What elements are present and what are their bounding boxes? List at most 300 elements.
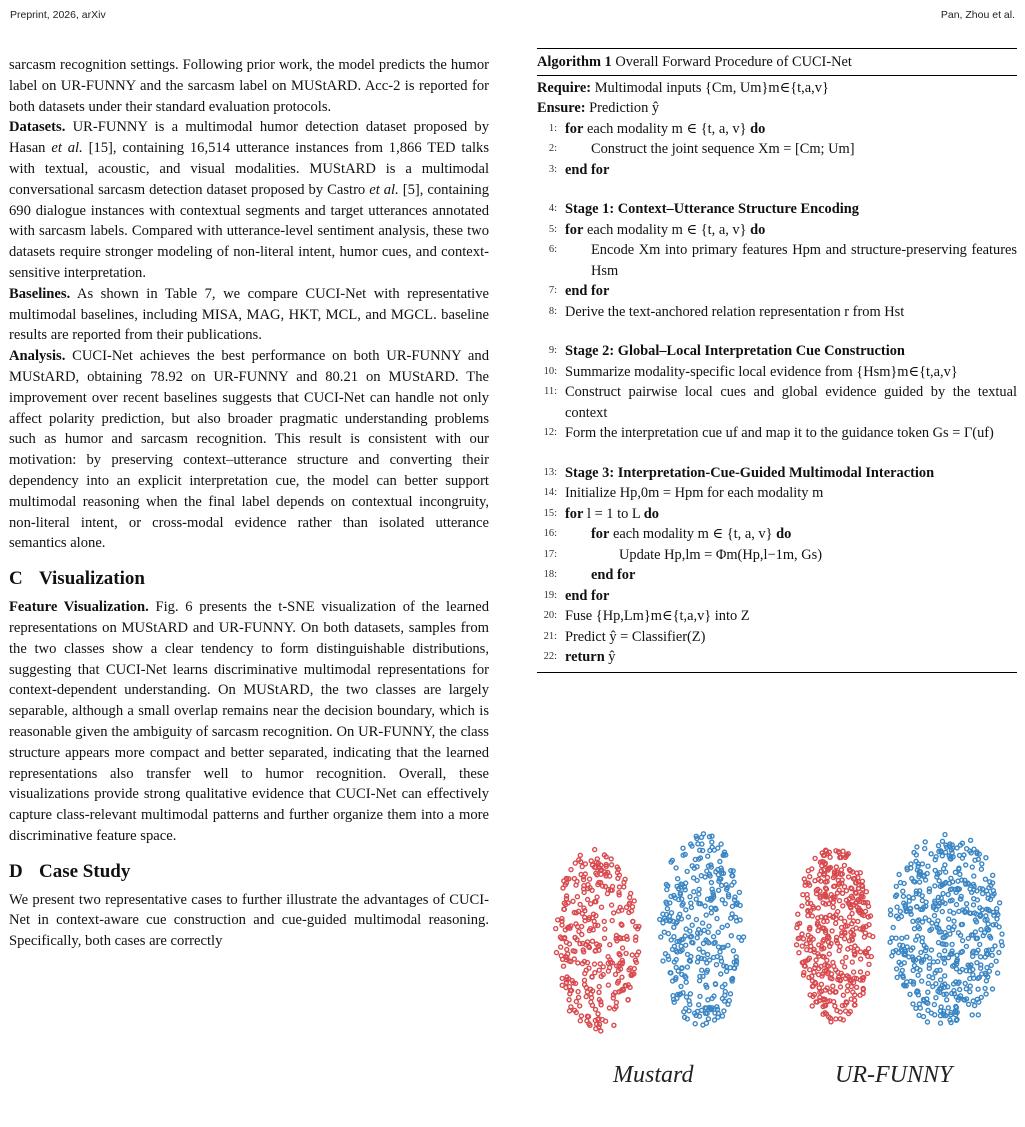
scatter-point xyxy=(907,895,911,899)
scatter-point xyxy=(976,987,980,991)
scatter-point xyxy=(962,853,966,857)
scatter-point xyxy=(577,995,581,999)
scatter-point xyxy=(859,970,863,974)
scatter-point xyxy=(824,916,828,920)
scatter-point xyxy=(797,951,801,955)
scatter-point xyxy=(853,998,857,1002)
scatter-point xyxy=(936,960,940,964)
scatter-point xyxy=(991,923,995,927)
datasets-text-3: [5], containing 690 dialogue instances with contextual segments and target utterances annotated with sarcasm labels. Compared with utterance-level sentiment analysis, these two datasets require stronger modeling of non-literal intent, humor cues, and context-sensitive interpretation. xyxy=(9,181,489,281)
line-number: 2: xyxy=(548,143,557,154)
scatter-point xyxy=(560,983,564,987)
scatter-point xyxy=(984,914,988,918)
scatter-point xyxy=(719,972,723,976)
keyword: do xyxy=(643,505,659,522)
scatter-point xyxy=(707,924,711,928)
algo-line-12 xyxy=(537,423,1017,444)
scatter-point xyxy=(844,977,848,981)
ensure-line xyxy=(537,98,1017,119)
scatter-point xyxy=(843,919,847,923)
algo-line-19 xyxy=(537,586,1017,607)
scatter-point xyxy=(608,966,612,970)
scatter-point xyxy=(827,940,831,944)
scatter-point xyxy=(625,937,629,941)
scatter-point xyxy=(895,975,899,979)
scatter-point xyxy=(943,974,947,978)
scatter-point xyxy=(911,968,915,972)
scatter-point xyxy=(730,912,734,916)
line-text: each modality m ∈ {t, a, v} xyxy=(609,526,777,542)
scatter-point xyxy=(624,951,628,955)
scatter-point xyxy=(973,930,977,934)
scatter-point xyxy=(846,984,850,988)
line-text: Derive the text-anchored relation representation r from Hst xyxy=(565,303,905,320)
scatter-point xyxy=(899,881,903,885)
scatter-point xyxy=(683,888,687,892)
scatter-point xyxy=(834,990,838,994)
scatter-point xyxy=(853,993,857,997)
scatter-point xyxy=(592,912,596,916)
scatter-point xyxy=(590,996,594,1000)
scatter-point xyxy=(985,966,989,970)
scatter-point xyxy=(729,992,733,996)
scatter-point xyxy=(978,942,982,946)
scatter-point xyxy=(917,1013,921,1017)
scatter-point xyxy=(952,919,956,923)
scatter-point xyxy=(841,993,845,997)
scatter-point xyxy=(722,1009,726,1013)
line-text: l = 1 to L xyxy=(583,505,644,522)
line-number: 22: xyxy=(543,651,557,662)
scatter-point xyxy=(810,914,814,918)
scatter-point xyxy=(723,902,727,906)
line-text: each modality m ∈ {t, a, v} xyxy=(583,221,751,238)
scatter-point xyxy=(622,885,626,889)
mustard-class-a-points xyxy=(554,848,641,1033)
line-number: 12: xyxy=(543,427,557,438)
scatter-point xyxy=(669,938,673,942)
scatter-point xyxy=(612,1023,616,1027)
section-d-heading xyxy=(9,860,489,884)
scatter-point xyxy=(603,927,607,931)
scatter-point xyxy=(968,911,972,915)
scatter-point xyxy=(854,926,858,930)
scatter-point xyxy=(712,848,716,852)
scatter-point xyxy=(685,869,689,873)
scatter-point xyxy=(925,872,929,876)
algo-line-10 xyxy=(537,362,1017,383)
scatter-point xyxy=(584,986,588,990)
scatter-point xyxy=(922,1015,926,1019)
scatter-point xyxy=(808,875,812,879)
ur-funny-label: UR-FUNNY xyxy=(835,1062,953,1088)
scatter-point xyxy=(868,933,872,937)
scatter-point xyxy=(861,987,865,991)
scatter-point xyxy=(684,881,688,885)
scatter-point xyxy=(894,948,898,952)
scatter-point xyxy=(897,873,901,877)
keyword: end for xyxy=(565,161,610,178)
scatter-point xyxy=(603,936,607,940)
scatter-point xyxy=(801,893,805,897)
scatter-point xyxy=(737,890,741,894)
algorithm-title xyxy=(537,49,1017,76)
scatter-point xyxy=(723,990,727,994)
scatter-point xyxy=(800,932,804,936)
scatter-point xyxy=(979,966,983,970)
scatter-point xyxy=(932,1003,936,1007)
scatter-point xyxy=(819,915,823,919)
scatter-point xyxy=(584,995,588,999)
scatter-point xyxy=(835,935,839,939)
scatter-point xyxy=(697,928,701,932)
et-al-2: et al. xyxy=(369,181,399,198)
scatter-point xyxy=(947,926,951,930)
scatter-point xyxy=(853,891,857,895)
scatter-point xyxy=(994,959,998,963)
scatter-point xyxy=(969,838,973,842)
scatter-point xyxy=(609,857,613,861)
urfunny-class-a-points xyxy=(795,848,875,1024)
scatter-point xyxy=(629,891,633,895)
scatter-point xyxy=(597,990,601,994)
scatter-point xyxy=(849,886,853,890)
line-text: Predict ŷ = Classifier(Z) xyxy=(565,628,706,645)
scatter-point xyxy=(669,971,673,975)
scatter-point xyxy=(706,953,710,957)
scatter-point xyxy=(927,887,931,891)
algo-line-8 xyxy=(537,302,1017,323)
scatter-point xyxy=(720,925,724,929)
scatter-point xyxy=(576,961,580,965)
scatter-point xyxy=(738,918,742,922)
scatter-point xyxy=(694,918,698,922)
scatter-point xyxy=(695,878,699,882)
scatter-point xyxy=(850,912,854,916)
scatter-point xyxy=(834,865,838,869)
scatter-point xyxy=(555,951,559,955)
scatter-point xyxy=(733,966,737,970)
left-column xyxy=(9,55,489,952)
scatter-point xyxy=(856,919,860,923)
scatter-point xyxy=(591,939,595,943)
algorithm-body xyxy=(537,76,1017,672)
scatter-point xyxy=(842,863,846,867)
scatter-point xyxy=(952,989,956,993)
scatter-point xyxy=(985,889,989,893)
scatter-point xyxy=(628,896,632,900)
scatter-point xyxy=(716,930,720,934)
scatter-point xyxy=(806,914,810,918)
scatter-point xyxy=(996,971,1000,975)
line-text: Fuse {Hp,Lm}m∈{t,a,v} into Z xyxy=(565,608,750,624)
baselines-text: As shown in Table 7, we compare CUCI-Net with representative multimodal baselines, including MISA, MAG, HKT, MCL, and MGCL. baseline results are reported from their publications. xyxy=(9,285,489,344)
scatter-point xyxy=(822,920,826,924)
scatter-point xyxy=(937,879,941,883)
scatter-point xyxy=(586,961,590,965)
scatter-point xyxy=(836,910,840,914)
scatter-point xyxy=(947,917,951,921)
scatter-point xyxy=(569,868,573,872)
line-text: Form the interpretation cue uf and map it to the guidance token Gs = Γ(uf) xyxy=(565,425,994,441)
scatter-point xyxy=(972,897,976,901)
scatter-point xyxy=(733,898,737,902)
baselines-paragraph xyxy=(9,284,489,346)
scatter-point xyxy=(805,942,809,946)
scatter-point xyxy=(692,890,696,894)
scatter-point xyxy=(918,968,922,972)
scatter-point xyxy=(936,895,940,899)
scatter-point xyxy=(568,992,572,996)
scatter-point xyxy=(838,945,842,949)
scatter-point xyxy=(976,1013,980,1017)
scatter-point xyxy=(864,890,868,894)
scatter-point xyxy=(972,903,976,907)
scatter-point xyxy=(991,873,995,877)
scatter-point xyxy=(974,937,978,941)
scatter-point xyxy=(688,895,692,899)
scatter-point xyxy=(983,955,987,959)
scatter-point xyxy=(804,880,808,884)
scatter-point xyxy=(935,922,939,926)
scatter-point xyxy=(593,971,597,975)
scatter-point xyxy=(562,907,566,911)
line-text: Construct pairwise local cues and global evidence guided by the textual context xyxy=(565,384,1017,421)
section-c-heading xyxy=(9,567,489,591)
scatter-point xyxy=(843,885,847,889)
scatter-point xyxy=(997,951,1001,955)
scatter-point xyxy=(909,907,913,911)
scatter-point xyxy=(634,938,638,942)
scatter-point xyxy=(627,911,631,915)
scatter-point xyxy=(920,862,924,866)
scatter-point xyxy=(724,883,728,887)
scatter-point xyxy=(960,922,964,926)
scatter-point xyxy=(916,973,920,977)
scatter-point xyxy=(630,953,634,957)
scatter-point xyxy=(909,862,913,866)
urfunny-class-b-points xyxy=(888,833,1004,1026)
algorithm-label: Algorithm 1 xyxy=(537,54,612,70)
scatter-point xyxy=(946,956,950,960)
scatter-point xyxy=(806,869,810,873)
algo-line-13 xyxy=(537,463,1017,484)
scatter-point xyxy=(844,898,848,902)
algo-line-21 xyxy=(537,627,1017,648)
scatter-point xyxy=(593,848,597,852)
scatter-point xyxy=(603,885,607,889)
scatter-point xyxy=(964,944,968,948)
line-number: 11: xyxy=(543,386,557,397)
scatter-point xyxy=(995,917,999,921)
scatter-point xyxy=(583,862,587,866)
scatter-point xyxy=(839,916,843,920)
scatter-point xyxy=(578,1004,582,1008)
right-column xyxy=(537,48,1017,673)
scatter-point xyxy=(661,959,665,963)
scatter-point xyxy=(715,963,719,967)
scatter-point xyxy=(599,1029,603,1033)
scatter-point xyxy=(927,918,931,922)
scatter-point xyxy=(978,906,982,910)
scatter-point xyxy=(614,1001,618,1005)
scatter-point xyxy=(731,874,735,878)
scatter-point xyxy=(572,877,576,881)
scatter-point xyxy=(706,854,710,858)
ensure-keyword: Ensure: xyxy=(537,100,586,116)
scatter-point xyxy=(853,944,857,948)
scatter-point xyxy=(839,971,843,975)
scatter-point xyxy=(924,878,928,882)
tsne-figure xyxy=(537,830,1017,1100)
scatter-point xyxy=(929,948,933,952)
scatter-point xyxy=(620,975,624,979)
scatter-point xyxy=(596,924,600,928)
scatter-point xyxy=(579,1014,583,1018)
scatter-point xyxy=(671,979,675,983)
scatter-point xyxy=(911,896,915,900)
scatter-point xyxy=(814,958,818,962)
scatter-point xyxy=(925,997,929,1001)
scatter-point xyxy=(717,888,721,892)
scatter-point xyxy=(568,1009,572,1013)
scatter-point xyxy=(937,844,941,848)
line-number: 14: xyxy=(543,487,557,498)
scatter-point xyxy=(968,984,972,988)
scatter-point xyxy=(859,957,863,961)
scatter-point xyxy=(841,891,845,895)
scatter-point xyxy=(946,893,950,897)
line-number: 4: xyxy=(548,203,557,214)
scatter-point xyxy=(703,904,707,908)
scatter-point xyxy=(818,995,822,999)
scatter-point xyxy=(566,952,570,956)
scatter-point xyxy=(993,944,997,948)
analysis-heading: Analysis. xyxy=(9,348,66,365)
scatter-point xyxy=(589,902,593,906)
scatter-point xyxy=(911,919,915,923)
scatter-point xyxy=(939,1021,943,1025)
scatter-point xyxy=(934,908,938,912)
scatter-point xyxy=(831,961,835,965)
scatter-point xyxy=(937,953,941,957)
scatter-point xyxy=(588,877,592,881)
scatter-point xyxy=(917,1002,921,1006)
scatter-point xyxy=(960,967,964,971)
scatter-point xyxy=(729,916,733,920)
scatter-point xyxy=(967,1002,971,1006)
scatter-point xyxy=(574,1000,578,1004)
scatter-point xyxy=(905,945,909,949)
scatter-point xyxy=(948,881,952,885)
scatter-point xyxy=(999,940,1003,944)
scatter-point xyxy=(901,894,905,898)
scatter-point xyxy=(845,1001,849,1005)
scatter-point xyxy=(742,935,746,939)
scatter-point xyxy=(991,889,995,893)
scatter-point xyxy=(949,1021,953,1025)
scatter-point xyxy=(631,919,635,923)
scatter-point xyxy=(1000,932,1004,936)
scatter-point xyxy=(850,960,854,964)
algo-line-11 xyxy=(537,382,1017,423)
scatter-point xyxy=(827,952,831,956)
line-text: Summarize modality-specific local evidence from {Hsm}m∈{t,a,v} xyxy=(565,363,958,380)
scatter-point xyxy=(698,979,702,983)
scatter-point xyxy=(560,976,564,980)
scatter-point xyxy=(720,959,724,963)
line-number: 20: xyxy=(543,610,557,621)
scatter-point xyxy=(737,935,741,939)
scatter-point xyxy=(818,873,822,877)
scatter-point xyxy=(918,1006,922,1010)
scatter-point xyxy=(920,894,924,898)
keyword: do xyxy=(776,526,792,542)
scatter-point xyxy=(983,877,987,881)
scatter-point xyxy=(891,926,895,930)
scatter-point xyxy=(710,887,714,891)
scatter-point xyxy=(980,862,984,866)
scatter-point xyxy=(696,955,700,959)
intro-paragraph: sarcasm recognition settings. Following prior work, the model predicts the humor label on UR-FUNNY and the sarcasm label on MUStARD. Acc-2 is reported for both datasets under their standard evaluation protocols. xyxy=(9,57,489,115)
scatter-point xyxy=(593,962,597,966)
scatter-point xyxy=(975,961,979,965)
scatter-point xyxy=(986,896,990,900)
scatter-point xyxy=(839,868,843,872)
scatter-point xyxy=(924,949,928,953)
scatter-point xyxy=(864,909,868,913)
scatter-point xyxy=(898,943,902,947)
line-number: 10: xyxy=(543,365,557,377)
scatter-point xyxy=(687,959,691,963)
scatter-point xyxy=(921,920,925,924)
line-number: 8: xyxy=(548,305,557,317)
scatter-point xyxy=(715,917,719,921)
scatter-point xyxy=(828,990,832,994)
scatter-point xyxy=(895,914,899,918)
scatter-point xyxy=(560,923,564,927)
scatter-point xyxy=(968,887,972,891)
scatter-point xyxy=(943,901,947,905)
line-number: 7: xyxy=(548,285,557,296)
scatter-point xyxy=(934,982,938,986)
scatter-point xyxy=(837,949,841,953)
scatter-point xyxy=(860,879,864,883)
keyword: for xyxy=(565,221,584,238)
scatter-point xyxy=(945,998,949,1002)
scatter-point xyxy=(679,917,683,921)
datasets-text-1: UR-FUNNY is a multimodal humor detection dataset proposed by Hasan xyxy=(9,119,489,157)
scatter-point xyxy=(621,946,625,950)
datasets-heading: Datasets. xyxy=(9,119,66,136)
algo-line-22 xyxy=(537,647,1017,668)
scatter-point xyxy=(718,950,722,954)
scatter-point xyxy=(926,1020,930,1024)
scatter-point xyxy=(958,843,962,847)
scatter-point xyxy=(973,1004,977,1008)
section-d-number: D xyxy=(9,860,23,882)
scatter-point xyxy=(867,962,871,966)
scatter-point xyxy=(606,983,610,987)
scatter-point xyxy=(608,943,612,947)
scatter-point xyxy=(582,878,586,882)
scatter-point xyxy=(944,870,948,874)
scatter-point xyxy=(610,863,614,867)
scatter-point xyxy=(975,951,979,955)
scatter-point xyxy=(697,887,701,891)
scatter-point xyxy=(578,902,582,906)
scatter-point xyxy=(833,884,837,888)
